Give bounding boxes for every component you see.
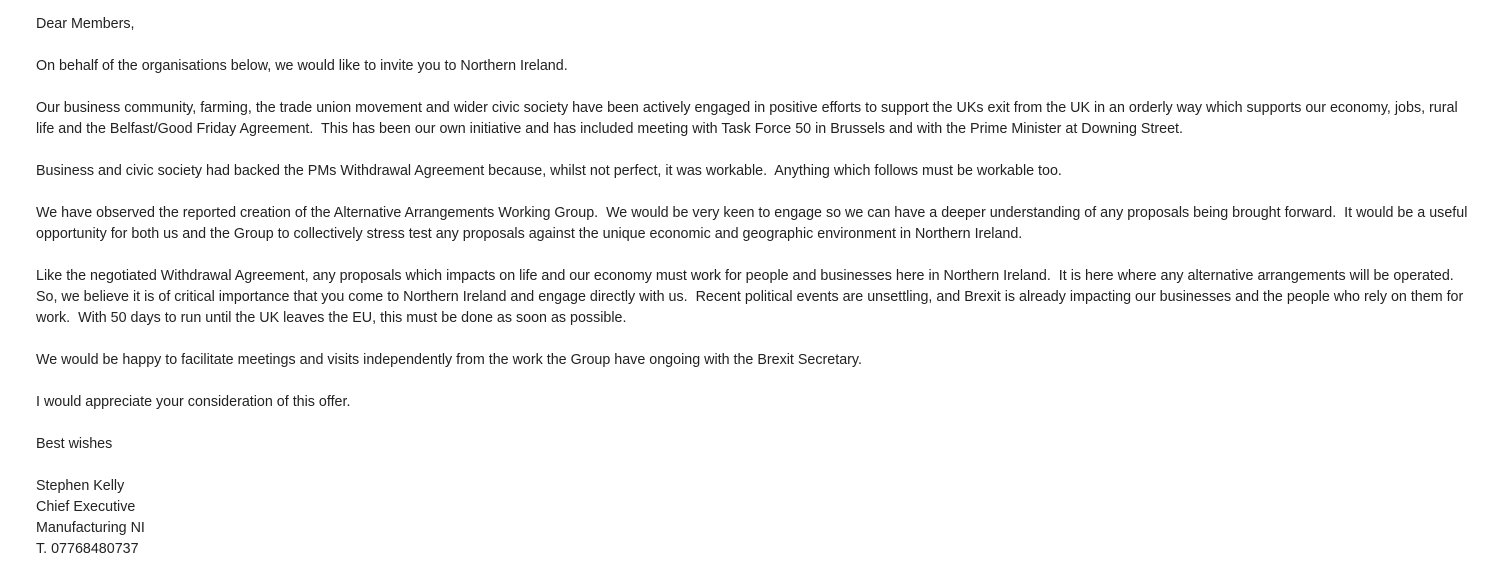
signature-name: Stephen Kelly bbox=[36, 478, 125, 494]
signature-block bbox=[36, 476, 1476, 560]
signature-organisation: Manufacturing NI bbox=[36, 520, 145, 536]
greeting: Dear Members, bbox=[36, 16, 135, 32]
email-body bbox=[36, 14, 1476, 560]
paragraph-engagement: Our business community, farming, the trade union movement and wider civic society have been actively engaged in positive efforts to support the UKs exit from the UK in an orderly way which supports our economy, jobs, rural life and the Belfast/Good Friday Agreement. This has been our own initiative and has included meeting with Task Force 50 in Brussels and with the Prime Minister at Downing Street. bbox=[36, 100, 1462, 137]
paragraph-withdrawal-agreement: Business and civic society had backed the PMs Withdrawal Agreement because, whilst not perfect, it was workable. Anything which follows must be workable too. bbox=[36, 163, 1062, 179]
paragraph-proposals: Like the negotiated Withdrawal Agreement, any proposals which impacts on life and our economy must work for people and businesses here in Northern Ireland. It is here where any alternative arrangements will be operated. So, we believe it is of critical importance that you come to Northern Ireland and engage directly with us. Recent political events are unsettling, and Brexit is already impacting our businesses and the people who rely on them for work. With 50 days to run until the UK leaves the EU, this must be done as soon as possible. bbox=[36, 268, 1468, 326]
closing: Best wishes bbox=[36, 436, 113, 452]
paragraph-meetings: We would be happy to facilitate meetings and visits independently from the work the Group have ongoing with the Brexit Secretary. bbox=[36, 352, 862, 368]
paragraph-working-group: We have observed the reported creation of the Alternative Arrangements Working Group. We would be very keen to engage so we can have a deeper understanding of any proposals being brought forward. It would be a useful opportunity for both us and the Group to collectively stress test any proposals against the unique economic and geographic environment in Northern Ireland. bbox=[36, 205, 1472, 242]
signature-title: Chief Executive bbox=[36, 499, 136, 515]
paragraph-invitation: On behalf of the organisations below, we would like to invite you to Northern Ireland. bbox=[36, 58, 568, 74]
signature-phone: T. 07768480737 bbox=[36, 541, 139, 557]
paragraph-consideration: I would appreciate your consideration of this offer. bbox=[36, 394, 351, 410]
